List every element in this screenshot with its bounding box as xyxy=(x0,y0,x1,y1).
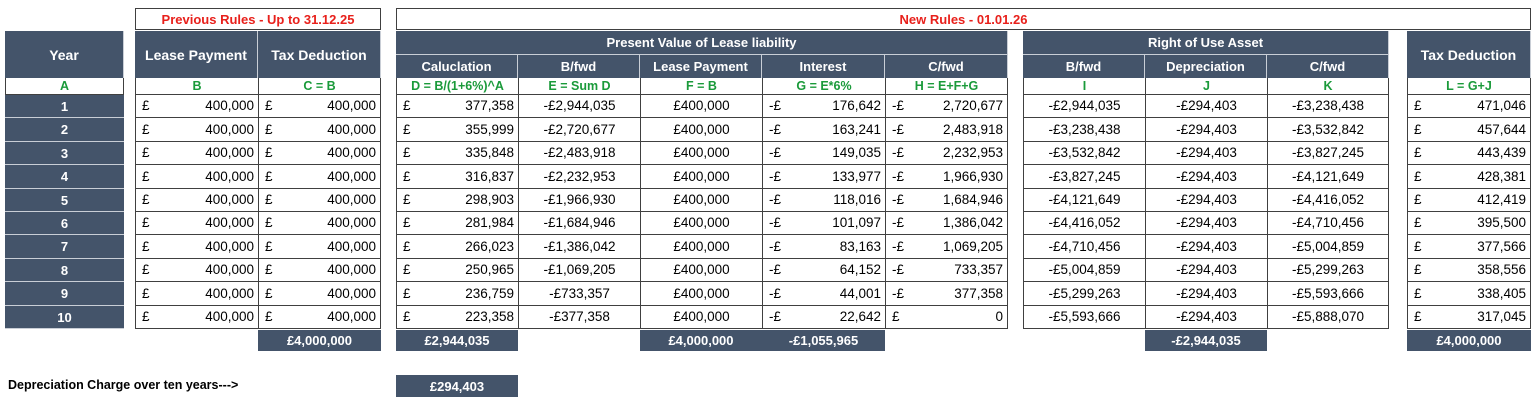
currency-symbol: £ xyxy=(142,215,150,231)
total-lease-payment-new: £4,000,000 xyxy=(640,330,762,351)
cell-l xyxy=(1407,165,1531,189)
cell-b xyxy=(135,235,258,259)
cell-value: 1,966,930 xyxy=(942,168,1003,184)
total-tax-deduction-old: £4,000,000 xyxy=(258,330,381,351)
cell-e: -£1,966,930 xyxy=(518,189,640,212)
cell-value: 400,000 xyxy=(205,285,254,301)
cell-j: -£294,403 xyxy=(1145,142,1267,165)
cell-i: -£4,121,649 xyxy=(1023,189,1145,212)
cell-f: £400,000 xyxy=(640,189,762,212)
column-letter: I xyxy=(1023,78,1145,95)
cell-g xyxy=(762,306,885,329)
currency-symbol: £ xyxy=(1414,98,1422,114)
cell-value: 2,483,918 xyxy=(942,121,1003,137)
cell-b xyxy=(135,306,258,329)
cell-value: 400,000 xyxy=(205,98,254,114)
cell-value: 22,642 xyxy=(839,309,881,325)
cell-value: 400,000 xyxy=(205,238,254,254)
cell-g xyxy=(762,212,885,235)
cell-k: -£5,004,859 xyxy=(1267,235,1389,259)
cell-b xyxy=(135,259,258,282)
interest-header: Interest xyxy=(762,55,885,78)
currency-symbol: £ xyxy=(1414,215,1422,231)
cell-h xyxy=(885,259,1008,282)
column-letter: E = Sum D xyxy=(518,78,640,95)
cell-value: 400,000 xyxy=(205,262,254,278)
depreciation-header: Depreciation xyxy=(1145,55,1267,78)
cell-d xyxy=(396,282,518,306)
cell-j: -£294,403 xyxy=(1145,165,1267,189)
year-cell: 8 xyxy=(5,259,124,282)
cell-d xyxy=(396,235,518,259)
cell-l xyxy=(1407,95,1531,118)
currency-symbol: £ xyxy=(265,215,273,231)
cell-f: £400,000 xyxy=(640,306,762,329)
currency-symbol: -£ xyxy=(892,238,905,254)
cell-k: -£3,238,438 xyxy=(1267,95,1389,118)
cell-value: 443,439 xyxy=(1477,145,1526,161)
cell-k: -£3,532,842 xyxy=(1267,118,1389,142)
calculation-header: Caluclation xyxy=(396,55,518,78)
cell-l xyxy=(1407,189,1531,212)
cell-e: -£1,386,042 xyxy=(518,235,640,259)
cell-f: £400,000 xyxy=(640,165,762,189)
cell-value: 471,046 xyxy=(1477,98,1526,114)
year-header: Year xyxy=(5,31,124,78)
cfwd-liability-header: C/fwd xyxy=(885,55,1008,78)
column-letter: K xyxy=(1267,78,1389,95)
cell-b xyxy=(135,189,258,212)
cell-i: -£3,238,438 xyxy=(1023,118,1145,142)
cell-c xyxy=(258,259,381,282)
pv-liability-group-header: Present Value of Lease liability xyxy=(396,31,1008,55)
cell-value: 250,965 xyxy=(465,262,514,278)
cell-d xyxy=(396,142,518,165)
column-letter: D = B/(1+6%)^A xyxy=(396,78,518,95)
cell-j: -£294,403 xyxy=(1145,306,1267,329)
cell-value: 338,405 xyxy=(1477,285,1526,301)
cell-h xyxy=(885,235,1008,259)
cell-c xyxy=(258,306,381,329)
cell-g xyxy=(762,282,885,306)
cell-g xyxy=(762,259,885,282)
cell-g xyxy=(762,95,885,118)
cell-value: 163,241 xyxy=(832,121,881,137)
column-letter: A xyxy=(5,78,124,95)
column-letter: B xyxy=(135,78,258,95)
cell-value: 412,419 xyxy=(1477,192,1526,208)
cell-e: -£377,358 xyxy=(518,306,640,329)
currency-symbol: £ xyxy=(142,98,150,114)
cell-value: 223,358 xyxy=(465,309,514,325)
cell-h xyxy=(885,212,1008,235)
total-interest: -£1,055,965 xyxy=(762,330,885,351)
cell-value: 400,000 xyxy=(327,215,376,231)
cell-i: -£5,593,666 xyxy=(1023,306,1145,329)
cell-value: 266,023 xyxy=(465,238,514,254)
cell-g xyxy=(762,118,885,142)
cell-f: £400,000 xyxy=(640,212,762,235)
cell-value: 64,152 xyxy=(839,262,881,278)
currency-symbol: -£ xyxy=(892,215,905,231)
currency-symbol: £ xyxy=(403,285,411,301)
cell-h xyxy=(885,118,1008,142)
cell-value: 377,358 xyxy=(954,285,1003,301)
cell-d xyxy=(396,95,518,118)
cell-value: 400,000 xyxy=(327,309,376,325)
cell-f: £400,000 xyxy=(640,282,762,306)
cell-b xyxy=(135,212,258,235)
cell-e: -£1,069,205 xyxy=(518,259,640,282)
currency-symbol: £ xyxy=(142,262,150,278)
currency-symbol: £ xyxy=(142,121,150,137)
cell-value: 1,069,205 xyxy=(942,238,1003,254)
cell-value: 335,848 xyxy=(465,145,514,161)
cell-c xyxy=(258,165,381,189)
cell-value: 236,759 xyxy=(465,285,514,301)
cell-k: -£5,299,263 xyxy=(1267,259,1389,282)
cell-f: £400,000 xyxy=(640,235,762,259)
cell-j: -£294,403 xyxy=(1145,212,1267,235)
currency-symbol: £ xyxy=(142,309,150,325)
cell-l xyxy=(1407,259,1531,282)
cell-i: -£3,827,245 xyxy=(1023,165,1145,189)
cell-value: 733,357 xyxy=(954,262,1003,278)
year-cell: 2 xyxy=(5,118,124,142)
year-cell: 1 xyxy=(5,95,124,118)
cell-j: -£294,403 xyxy=(1145,118,1267,142)
currency-symbol: £ xyxy=(403,262,411,278)
cell-f: £400,000 xyxy=(640,259,762,282)
cell-value: 149,035 xyxy=(832,145,881,161)
currency-symbol: -£ xyxy=(892,192,905,208)
cell-b xyxy=(135,142,258,165)
currency-symbol: £ xyxy=(142,285,150,301)
cell-e: -£2,720,677 xyxy=(518,118,640,142)
cell-h xyxy=(885,282,1008,306)
cell-value: 377,566 xyxy=(1477,238,1526,254)
cell-value: 1,684,946 xyxy=(942,192,1003,208)
new-rules-banner: New Rules - 01.01.26 xyxy=(396,8,1531,30)
cell-value: 44,001 xyxy=(839,285,881,301)
year-cell: 6 xyxy=(5,212,124,235)
currency-symbol: -£ xyxy=(892,285,905,301)
currency-symbol: £ xyxy=(142,192,150,208)
currency-symbol: £ xyxy=(403,98,411,114)
year-cell: 10 xyxy=(5,306,124,329)
cell-i: -£3,532,842 xyxy=(1023,142,1145,165)
cell-j: -£294,403 xyxy=(1145,189,1267,212)
currency-symbol: -£ xyxy=(892,262,905,278)
cell-f: £400,000 xyxy=(640,142,762,165)
currency-symbol: £ xyxy=(1414,192,1422,208)
cell-b xyxy=(135,95,258,118)
cell-value: 298,903 xyxy=(465,192,514,208)
cell-e: -£2,483,918 xyxy=(518,142,640,165)
currency-symbol: -£ xyxy=(769,168,782,184)
currency-symbol: £ xyxy=(265,238,273,254)
lease-payment-new-header: Lease Payment xyxy=(640,55,762,78)
cell-d xyxy=(396,259,518,282)
cell-value: 358,556 xyxy=(1477,262,1526,278)
currency-symbol: -£ xyxy=(769,285,782,301)
currency-symbol: £ xyxy=(1414,238,1422,254)
cell-h xyxy=(885,95,1008,118)
cell-j: -£294,403 xyxy=(1145,259,1267,282)
currency-symbol: £ xyxy=(265,121,273,137)
cell-value: 83,163 xyxy=(839,238,881,254)
cell-f: £400,000 xyxy=(640,95,762,118)
cell-value: 176,642 xyxy=(832,98,881,114)
depreciation-note-label: Depreciation Charge over ten years---> xyxy=(8,377,239,392)
currency-symbol: -£ xyxy=(769,121,782,137)
cell-i: -£5,299,263 xyxy=(1023,282,1145,306)
currency-symbol: £ xyxy=(403,238,411,254)
tax-deduction-new-header: Tax Deduction xyxy=(1407,31,1531,78)
cell-g xyxy=(762,165,885,189)
cell-value: 2,232,953 xyxy=(942,145,1003,161)
cell-i: -£2,944,035 xyxy=(1023,95,1145,118)
currency-symbol: £ xyxy=(142,145,150,161)
currency-symbol: -£ xyxy=(769,238,782,254)
cell-value: 400,000 xyxy=(327,192,376,208)
cell-g xyxy=(762,235,885,259)
cell-k: -£4,710,456 xyxy=(1267,212,1389,235)
currency-symbol: £ xyxy=(1414,168,1422,184)
cell-d xyxy=(396,212,518,235)
total-tax-deduction-new: £4,000,000 xyxy=(1407,330,1531,351)
cell-value: 101,097 xyxy=(832,215,881,231)
total-depreciation: -£2,944,035 xyxy=(1145,330,1267,351)
cell-d xyxy=(396,118,518,142)
cell-j: -£294,403 xyxy=(1145,95,1267,118)
currency-symbol: -£ xyxy=(892,121,905,137)
cell-value: 118,016 xyxy=(833,192,881,208)
currency-symbol: £ xyxy=(1414,309,1422,325)
bfwd-liability-header: B/fwd xyxy=(518,55,640,78)
cell-j: -£294,403 xyxy=(1145,235,1267,259)
currency-symbol: £ xyxy=(142,238,150,254)
cell-l xyxy=(1407,306,1531,329)
currency-symbol: -£ xyxy=(769,145,782,161)
cell-value: 1,386,042 xyxy=(942,215,1003,231)
currency-symbol: £ xyxy=(142,168,150,184)
column-letter: C = B xyxy=(258,78,381,95)
currency-symbol: £ xyxy=(265,145,273,161)
currency-symbol: £ xyxy=(1414,121,1422,137)
currency-symbol: £ xyxy=(403,121,411,137)
currency-symbol: -£ xyxy=(769,309,782,325)
cell-e: -£2,232,953 xyxy=(518,165,640,189)
cell-value: 400,000 xyxy=(205,121,254,137)
currency-symbol: -£ xyxy=(769,98,782,114)
year-cell: 5 xyxy=(5,189,124,212)
cell-l xyxy=(1407,282,1531,306)
total-calculation: £2,944,035 xyxy=(396,330,518,351)
cell-value: 400,000 xyxy=(205,168,254,184)
cell-d xyxy=(396,189,518,212)
currency-symbol: £ xyxy=(1414,285,1422,301)
cell-k: -£4,416,052 xyxy=(1267,189,1389,212)
cell-l xyxy=(1407,118,1531,142)
cell-b xyxy=(135,165,258,189)
currency-symbol: £ xyxy=(265,262,273,278)
cell-g xyxy=(762,189,885,212)
currency-symbol: -£ xyxy=(769,262,782,278)
cell-b xyxy=(135,282,258,306)
year-cell: 9 xyxy=(5,282,124,306)
currency-symbol: £ xyxy=(403,309,411,325)
cell-i: -£4,710,456 xyxy=(1023,235,1145,259)
column-letter: J xyxy=(1145,78,1267,95)
currency-symbol: £ xyxy=(892,309,900,325)
cell-value: 400,000 xyxy=(205,309,254,325)
currency-symbol: £ xyxy=(265,98,273,114)
cell-value: 317,045 xyxy=(1477,309,1526,325)
cell-c xyxy=(258,142,381,165)
cell-d xyxy=(396,306,518,329)
cell-value: 400,000 xyxy=(327,285,376,301)
column-letter: F = B xyxy=(640,78,762,95)
cell-c xyxy=(258,212,381,235)
cell-g xyxy=(762,142,885,165)
cell-l xyxy=(1407,142,1531,165)
cell-value: 400,000 xyxy=(205,192,254,208)
cell-h xyxy=(885,189,1008,212)
cell-value: 0 xyxy=(995,309,1003,325)
cell-value: 400,000 xyxy=(327,238,376,254)
currency-symbol: -£ xyxy=(892,168,905,184)
currency-symbol: £ xyxy=(265,168,273,184)
cell-f: £400,000 xyxy=(640,118,762,142)
column-letter: L = G+J xyxy=(1407,78,1531,95)
cfwd-asset-header: C/fwd xyxy=(1267,55,1389,78)
currency-symbol: £ xyxy=(265,192,273,208)
tax-deduction-old-header: Tax Deduction xyxy=(258,31,381,78)
cell-value: 400,000 xyxy=(327,121,376,137)
currency-symbol: -£ xyxy=(769,215,782,231)
cell-e: -£733,357 xyxy=(518,282,640,306)
column-letter: G = E*6% xyxy=(762,78,885,95)
currency-symbol: £ xyxy=(265,309,273,325)
cell-value: 400,000 xyxy=(205,145,254,161)
cell-value: 355,999 xyxy=(465,121,514,137)
cell-value: 400,000 xyxy=(205,215,254,231)
year-cell: 7 xyxy=(5,235,124,259)
cell-c xyxy=(258,189,381,212)
currency-symbol: -£ xyxy=(769,192,782,208)
cell-value: 400,000 xyxy=(327,262,376,278)
cell-value: 2,720,677 xyxy=(942,98,1003,114)
depreciation-note-value: £294,403 xyxy=(396,375,518,397)
cell-b xyxy=(135,118,258,142)
cell-j: -£294,403 xyxy=(1145,282,1267,306)
rou-asset-group-header: Right of Use Asset xyxy=(1023,31,1389,55)
cell-c xyxy=(258,235,381,259)
cell-k: -£5,888,070 xyxy=(1267,306,1389,329)
currency-symbol: £ xyxy=(403,215,411,231)
cell-d xyxy=(396,165,518,189)
currency-symbol: -£ xyxy=(892,98,905,114)
cell-value: 316,837 xyxy=(465,168,514,184)
currency-symbol: £ xyxy=(403,145,411,161)
cell-value: 133,977 xyxy=(832,168,881,184)
currency-symbol: £ xyxy=(265,285,273,301)
currency-symbol: £ xyxy=(1414,262,1422,278)
year-cell: 3 xyxy=(5,142,124,165)
cell-k: -£5,593,666 xyxy=(1267,282,1389,306)
cell-i: -£5,004,859 xyxy=(1023,259,1145,282)
cell-value: 400,000 xyxy=(327,168,376,184)
bfwd-asset-header: B/fwd xyxy=(1023,55,1145,78)
cell-e: -£2,944,035 xyxy=(518,95,640,118)
currency-symbol: £ xyxy=(403,192,411,208)
cell-value: 281,984 xyxy=(465,215,514,231)
cell-c xyxy=(258,95,381,118)
year-cell: 4 xyxy=(5,165,124,189)
currency-symbol: -£ xyxy=(892,145,905,161)
cell-h xyxy=(885,165,1008,189)
cell-value: 428,381 xyxy=(1477,168,1526,184)
cell-h xyxy=(885,142,1008,165)
cell-l xyxy=(1407,235,1531,259)
cell-value: 400,000 xyxy=(327,145,376,161)
cell-i: -£4,416,052 xyxy=(1023,212,1145,235)
cell-value: 377,358 xyxy=(465,98,514,114)
lease-payment-old-header: Lease Payment xyxy=(135,31,258,78)
currency-symbol: £ xyxy=(403,168,411,184)
cell-value: 457,644 xyxy=(1477,121,1526,137)
currency-symbol: £ xyxy=(1414,145,1422,161)
cell-e: -£1,684,946 xyxy=(518,212,640,235)
cell-c xyxy=(258,282,381,306)
previous-rules-banner: Previous Rules - Up to 31.12.25 xyxy=(135,8,381,30)
cell-value: 395,500 xyxy=(1477,215,1526,231)
cell-k: -£3,827,245 xyxy=(1267,142,1389,165)
cell-value: 400,000 xyxy=(327,98,376,114)
cell-k: -£4,121,649 xyxy=(1267,165,1389,189)
cell-c xyxy=(258,118,381,142)
cell-l xyxy=(1407,212,1531,235)
column-letter: H = E+F+G xyxy=(885,78,1008,95)
cell-h xyxy=(885,306,1008,329)
